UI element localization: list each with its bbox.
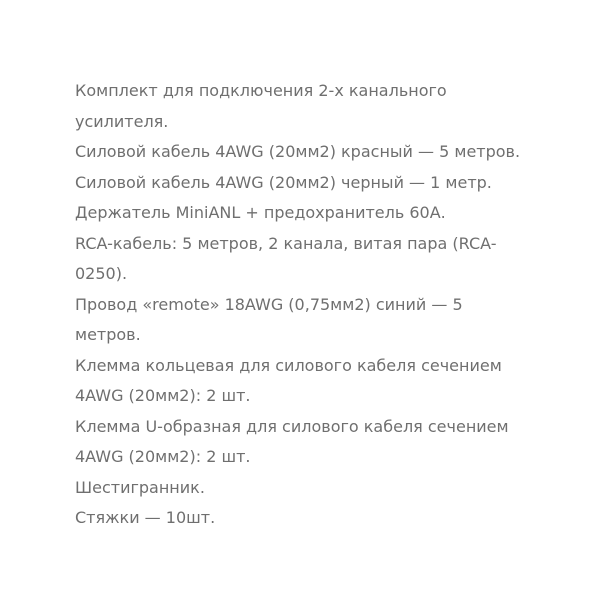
text-line: Клемма кольцевая для силового кабеля сечением xyxy=(75,355,502,375)
kit-contents-text xyxy=(75,76,545,534)
text-line: Силовой кабель 4AWG (20мм2) красный — 5 метров. xyxy=(75,142,521,161)
text-line: Держатель MiniANL + предохранитель 60А. xyxy=(75,203,446,222)
text-line: Клемма U-образная для силового кабеля сечением xyxy=(75,416,509,436)
text-line: Силовой кабель 4AWG (20мм2) черный — 1 метр. xyxy=(75,172,492,192)
text-line: Шестигранник. xyxy=(75,477,205,497)
text-line: 4AWG (20мм2): 2 шт. xyxy=(75,386,251,405)
text-line: RCA-кабель: 5 метров, 2 канала, витая пара (RCA- xyxy=(75,233,497,253)
text-line: Провод «remote» 18AWG (0,75мм2) синий — 5 xyxy=(75,294,463,314)
text-line: 0250). xyxy=(75,264,128,283)
text-line: метров. xyxy=(75,325,141,344)
text-line: 4AWG (20мм2): 2 шт. xyxy=(75,447,251,466)
text-line: усилителя. xyxy=(75,111,169,131)
text-line: Стяжки — 10шт. xyxy=(75,508,216,527)
text-line: Комплект для подключения 2-х канального xyxy=(75,81,447,100)
